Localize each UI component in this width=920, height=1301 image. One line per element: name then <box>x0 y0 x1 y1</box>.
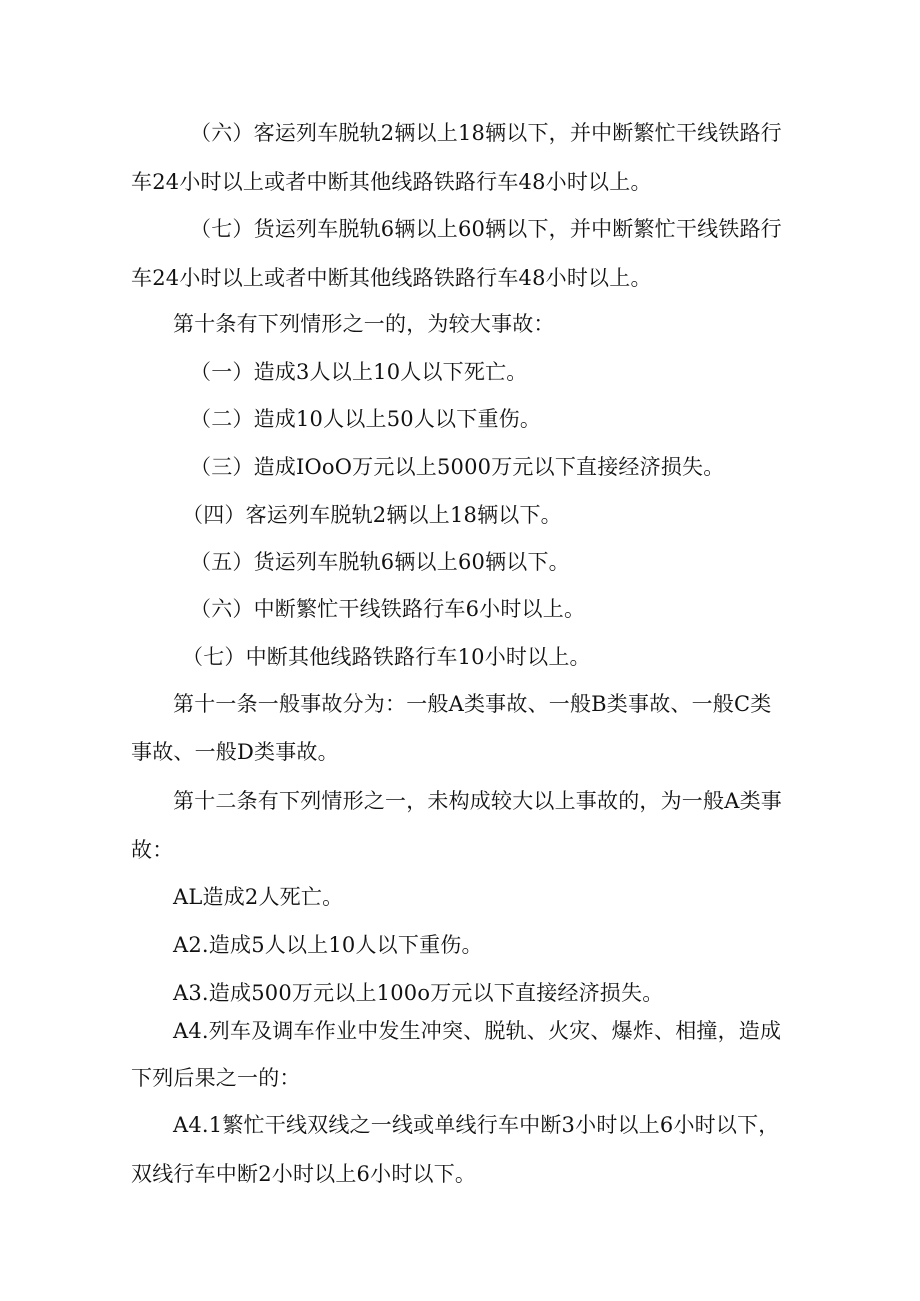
list-item: AL造成2人死亡。 <box>173 885 344 909</box>
section-heading: 第十一条一般事故分为：一般A类事故、一般B类事故、一般C类 <box>173 692 772 716</box>
list-item: （一）造成3人以上10人以下死亡。 <box>190 360 528 384</box>
list-item: A3.造成500万元以上100o万元以下直接经济损失。 <box>173 981 664 1005</box>
list-item: （二）造成10人以上50人以下重伤。 <box>190 407 542 431</box>
list-item: A4.列车及调车作业中发生冲突、脱轨、火灾、爆炸、相撞，造成 <box>173 1019 782 1043</box>
list-item: （四）客运列车脱轨2辆以上18辆以下。 <box>182 503 562 527</box>
list-item: （五）货运列车脱轨6辆以上60辆以下。 <box>190 550 570 574</box>
list-item: （六）中断繁忙干线铁路行车6小时以上。 <box>190 597 586 621</box>
list-item: A2.造成5人以上10人以下重伤。 <box>173 933 483 957</box>
section-heading: 第十二条有下列情形之一，未构成较大以上事故的，为一般A类事 <box>173 789 782 813</box>
text-line: 车24小时以上或者中断其他线路铁路行车48小时以上。 <box>131 170 652 194</box>
text-line: 故： <box>131 838 174 862</box>
list-item: A4.1繁忙干线双线之一线或单线行车中断3小时以上6小时以下， <box>173 1113 780 1137</box>
text-line: 下列后果之一的： <box>131 1066 301 1090</box>
text-line: 车24小时以上或者中断其他线路铁路行车48小时以上。 <box>131 266 652 290</box>
section-heading: 第十条有下列情形之一的，为较大事故： <box>173 312 555 336</box>
text-line: （六）客运列车脱轨2辆以上18辆以下，并中断繁忙干线铁路行 <box>190 121 782 145</box>
text-line: （七）货运列车脱轨6辆以上60辆以下，并中断繁忙干线铁路行 <box>190 217 782 241</box>
list-item: （三）造成IOoO万元以上5000万元以下直接经济损失。 <box>190 455 725 479</box>
text-line: 双线行车中断2小时以上6小时以下。 <box>131 1162 477 1186</box>
list-item: （七）中断其他线路铁路行车10小时以上。 <box>182 645 591 669</box>
text-line: 事故、一般D类事故。 <box>131 740 339 764</box>
